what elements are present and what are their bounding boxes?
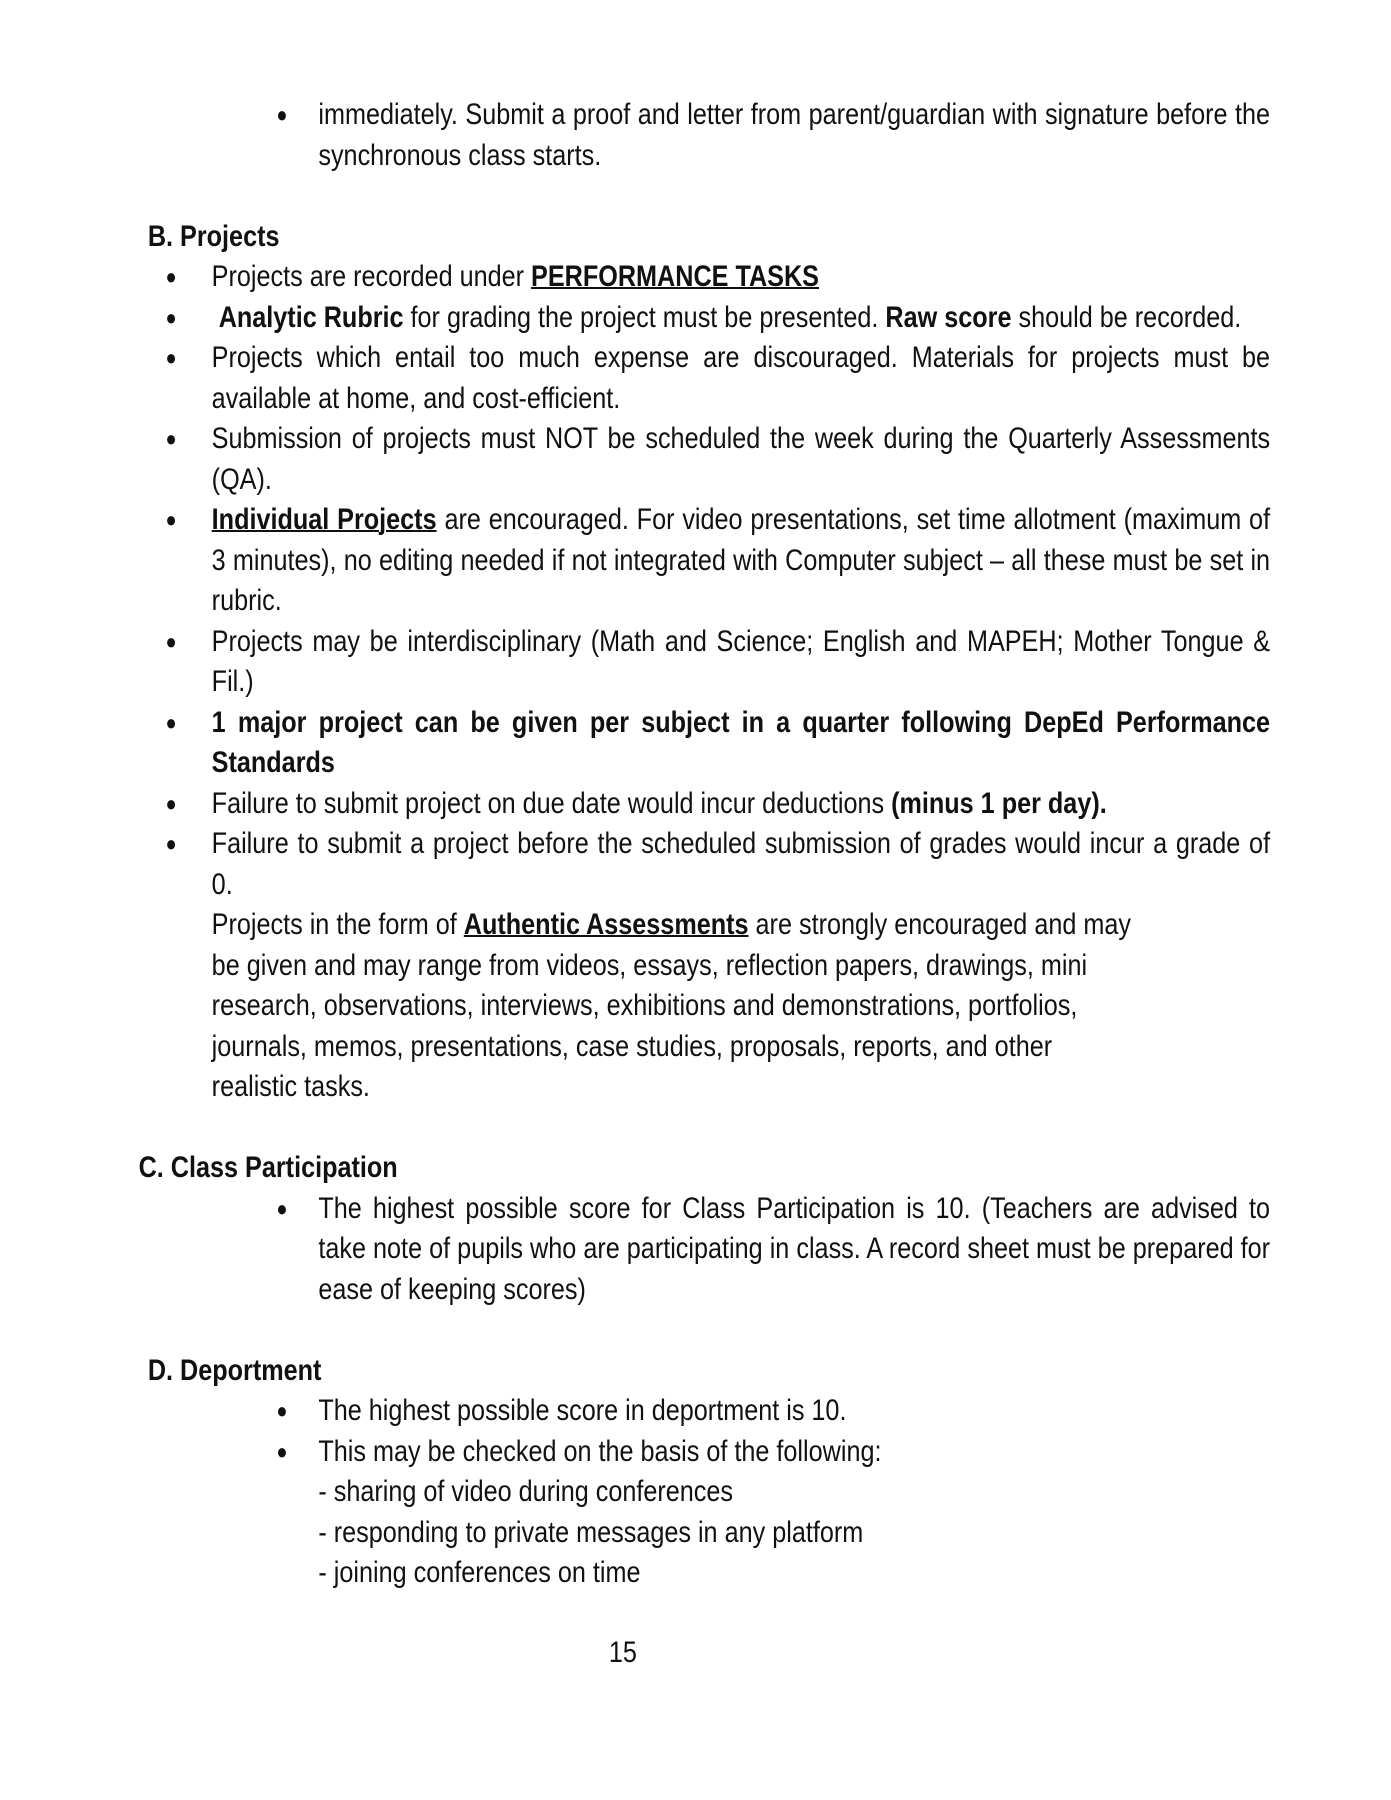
bullet-icon: ● <box>165 426 177 451</box>
bullet-icon: ● <box>276 1398 288 1423</box>
document-page <box>0 95 1391 1594</box>
item-text: Failure to submit project on due date would incur deductions <box>211 786 892 820</box>
list-item <box>165 824 1271 905</box>
deportment-subitem: - joining conferences on time <box>318 1556 641 1589</box>
deportment-subitem: - responding to private messages in any platform <box>318 1515 864 1549</box>
item-text: Projects which entail too much expense are discouraged. Materials for projects must be available at home, and cost-efficient. <box>211 341 1271 415</box>
item-text: Submission of projects must NOT be scheduled the week during the Quarterly Assessments (QA). <box>211 422 1271 496</box>
item-text: Projects are recorded under <box>211 260 532 293</box>
item-text: Projects may be interdisciplinary (Math and Science; English and MAPEH; Mother Tongue & Fil.) <box>211 624 1271 698</box>
list-item <box>165 338 1271 419</box>
item-text: The highest possible score for Class Participation is 10. (Teachers are advised to take note of pupils who are participating in class. A record sheet must be prepared for ease of keeping scores) <box>318 1191 1271 1306</box>
item-emphasis: 1 major project can be given per subject in a quarter following DepEd Performance Standards <box>211 705 1271 779</box>
bullet-icon: ● <box>165 628 177 654</box>
item-text: The highest possible score in deportment is 10. <box>318 1394 847 1427</box>
page-number: 15 <box>608 1636 637 1669</box>
item-emphasis: (minus 1 per day). <box>891 786 1107 820</box>
deportment-subitem: - sharing of video during conferences <box>318 1475 734 1508</box>
list-item <box>165 703 1271 784</box>
list-item <box>165 500 1271 622</box>
item-emphasis: Individual Projects <box>211 503 437 536</box>
list-item <box>165 298 1270 339</box>
bullet-icon: ● <box>165 831 177 856</box>
item-emphasis: Raw score <box>885 300 1012 334</box>
item-emphasis: PERFORMANCE TASKS <box>531 260 819 293</box>
bullet-icon: ● <box>165 790 177 816</box>
projects-list <box>0 257 1270 905</box>
item-text: should be recorded. <box>1011 300 1242 334</box>
participation-list <box>0 1189 1270 1311</box>
item-emphasis: Analytic Rubric <box>218 300 404 334</box>
bullet-icon: ● <box>276 1438 288 1464</box>
paragraph-emphasis: Authentic Assessments <box>463 908 749 941</box>
list-item <box>276 95 1271 176</box>
list-item <box>276 1391 1270 1432</box>
deportment-list <box>0 1391 1270 1472</box>
list-item <box>276 1432 1270 1473</box>
paragraph-text: are strongly encouraged and may be given and may range from videos, essays, reflection papers, drawings, mini research, observations, interviews, exhibitions and demonstrations, portfolios, journals, memos, presentations, case studies, proposals, reports, and other realistic tasks. <box>211 908 1131 1103</box>
item-text: This may be checked on the basis of the following: <box>318 1434 882 1468</box>
section-heading-deportment: D. Deportment <box>147 1353 322 1387</box>
item-text: Failure to submit a project before the scheduled submission of grades would incur a grade of 0. <box>211 827 1271 901</box>
list-item <box>276 1189 1271 1311</box>
item-text: immediately. Submit a proof and letter from parent/guardian with signature before the synchronous class starts. <box>318 98 1271 172</box>
bullet-icon: ● <box>276 102 288 127</box>
intro-list <box>0 95 1270 176</box>
bullet-icon: ● <box>276 1195 288 1221</box>
item-text: are encouraged. For video presentations, set time allotment (maximum of 3 minutes), no editing needed if not integrated with Computer subject – all these must be set in rubric. <box>211 503 1271 617</box>
list-item <box>165 622 1271 703</box>
bullet-icon: ● <box>165 264 177 289</box>
bullet-icon: ● <box>165 304 177 330</box>
bullet-icon: ● <box>165 507 177 532</box>
item-text: for grading the project must be presented. <box>403 300 886 334</box>
list-item <box>165 784 1270 825</box>
section-heading-class-participation: C. Class Participation <box>138 1151 398 1184</box>
paragraph-text: Projects in the form of <box>211 908 464 941</box>
section-heading-projects: B. Projects <box>147 219 280 253</box>
authentic-assessments-paragraph <box>0 905 1144 1108</box>
list-item <box>165 419 1271 500</box>
bullet-icon: ● <box>165 709 177 735</box>
list-item <box>165 257 1270 298</box>
bullet-icon: ● <box>165 345 177 370</box>
